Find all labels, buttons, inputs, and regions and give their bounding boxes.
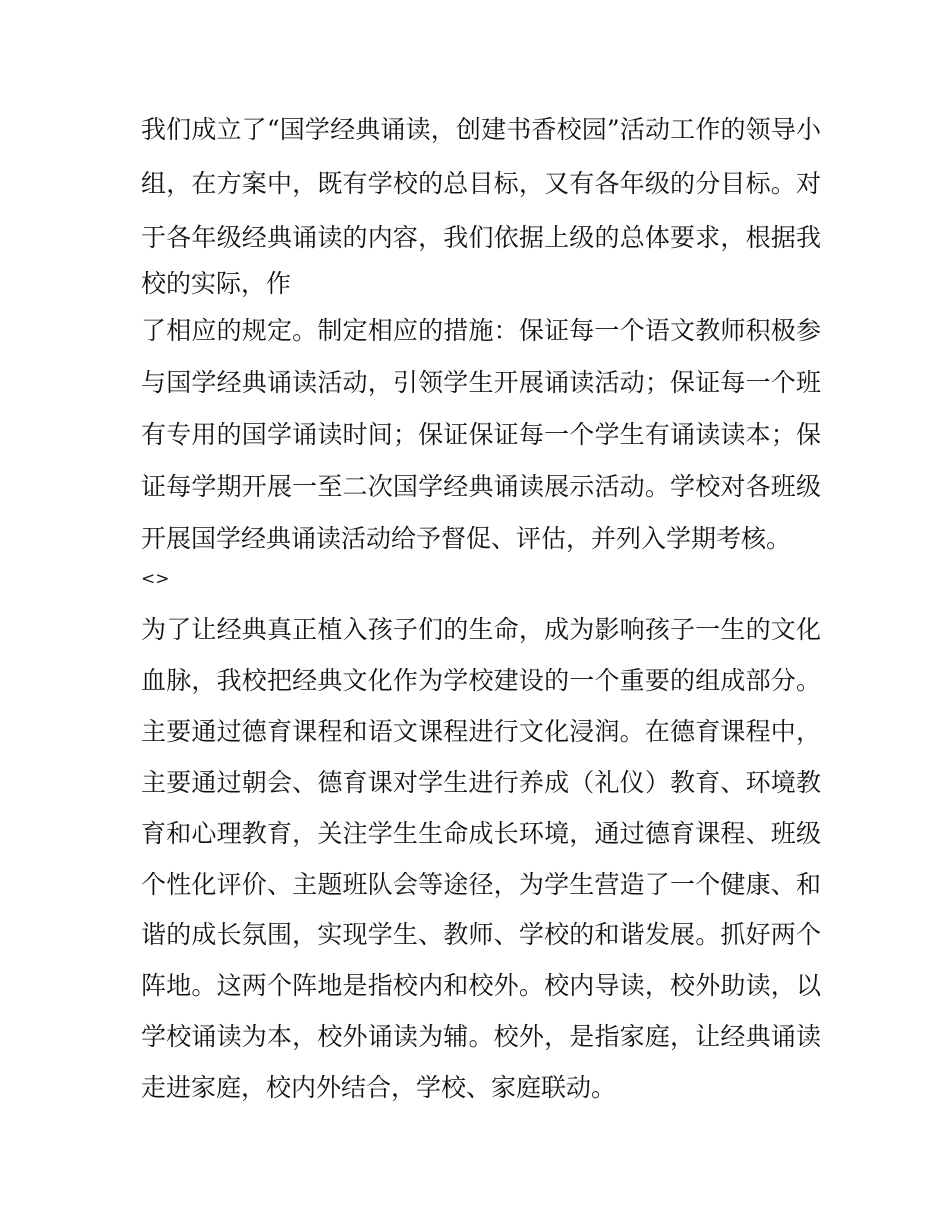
paragraph-2-line-2: 与国学经典诵读活动，引领学生开展诵读活动；保证每一个班 (141, 368, 821, 397)
paragraph-1-line-3: 于各年级经典诵读的内容，我们依据上级的总体要求，根据我 (141, 223, 821, 252)
paragraph-2-line-3: 有专用的国学诵读时间；保证保证每一个学生有诵读读本；保 (141, 420, 821, 449)
paragraph-3-line-9: 学校诵读为本，校外诵读为辅。校外，是指家庭，让经典诵读 (141, 1022, 821, 1051)
paragraph-3-line-6: 个性化评价、主题班队会等途径，为学生营造了一个健康、和 (141, 870, 821, 899)
paragraph-1-line-4: 校的实际，作 (141, 269, 292, 298)
paragraph-2-line-1: 了相应的规定。制定相应的措施：保证每一个语文教师积极参 (141, 316, 821, 345)
paragraph-3-line-5: 育和心理教育，关注学生生命成长环境，通过德育课程、班级 (141, 819, 821, 848)
paragraph-2-line-5: 开展国学经典诵读活动给予督促、评估，并列入学期考核。 (141, 524, 792, 553)
section-marker: <> (141, 569, 170, 589)
paragraph-1-line-1: 我们成立了“国学经典诵读，创建书香校园”活动工作的领导小 (141, 115, 821, 144)
paragraph-3-line-10: 走进家庭，校内外结合，学校、家庭联动。 (141, 1073, 617, 1102)
paragraph-2-line-4: 证每学期开展一至二次国学经典诵读展示活动。学校对各班级 (141, 472, 821, 501)
paragraph-1-line-2: 组，在方案中，既有学校的总目标，又有各年级的分目标。对 (141, 169, 821, 198)
paragraph-3-line-7: 谐的成长氛围，实现学生、教师、学校的和谐发展。抓好两个 (141, 920, 821, 949)
paragraph-3-line-2: 血脉，我校把经典文化作为学校建设的一个重要的组成部分。 (141, 666, 821, 695)
paragraph-3-line-3: 主要通过德育课程和语文课程进行文化浸润。在德育课程中， (141, 717, 821, 746)
paragraph-3-line-4: 主要通过朝会、德育课对学生进行养成（礼仪）教育、环境教 (141, 768, 821, 797)
paragraph-3-line-8: 阵地。这两个阵地是指校内和校外。校内导读，校外助读，以 (141, 971, 821, 1000)
paragraph-3-line-1: 为了让经典真正植入孩子们的生命，成为影响孩子一生的文化 (141, 615, 821, 644)
